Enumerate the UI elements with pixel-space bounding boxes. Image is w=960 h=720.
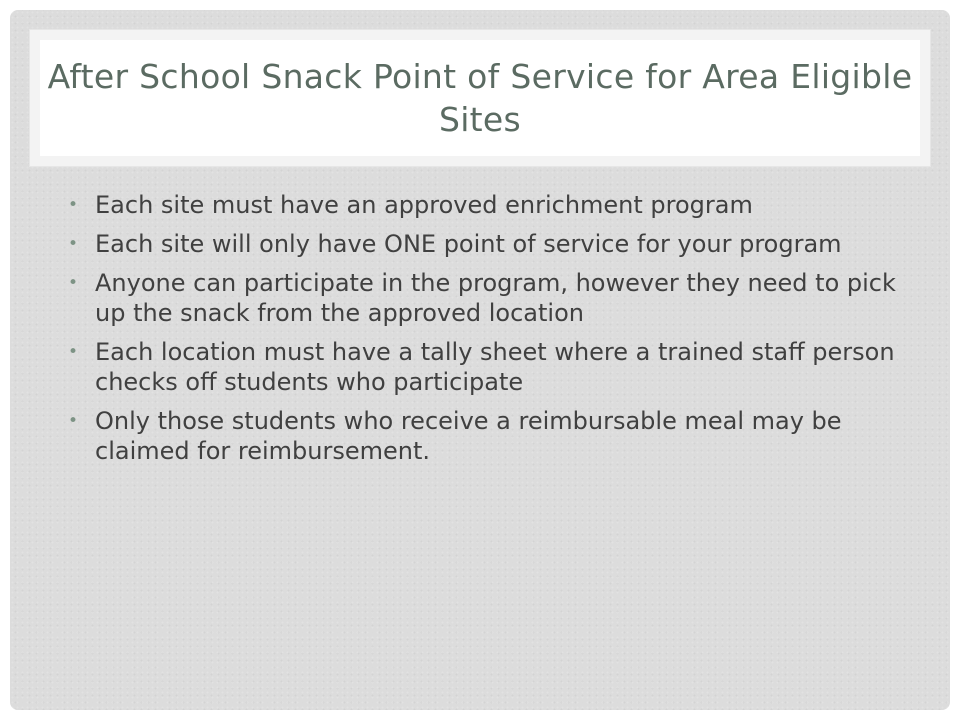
- bullet-marker-icon: •: [68, 342, 79, 362]
- bullet-text: Each site will only have ONE point of service for your program: [95, 230, 842, 258]
- bullet-marker-icon: •: [68, 273, 79, 293]
- bullet-marker-icon: •: [68, 195, 79, 215]
- slide: [10, 10, 950, 710]
- bullet-item: [68, 337, 908, 397]
- bullet-text: Anyone can participate in the program, however they need to pick up the snack from the approved location: [95, 269, 896, 327]
- bullet-text: Only those students who receive a reimbursable meal may be claimed for reimbursement.: [95, 407, 842, 465]
- bullet-marker-icon: •: [68, 411, 79, 431]
- slide-title: After School Snack Point of Service for Area Eligible Sites: [47, 57, 913, 139]
- title-box: [30, 30, 930, 166]
- bullet-item: [68, 406, 908, 466]
- bullet-item: [68, 268, 908, 328]
- bullet-text: Each location must have a tally sheet where a trained staff person checks off students who participate: [95, 338, 895, 396]
- bullet-list: [68, 190, 908, 475]
- bullet-marker-icon: •: [68, 234, 79, 254]
- bullet-item: [68, 229, 908, 259]
- bullet-item: [68, 190, 908, 220]
- bullet-text: Each site must have an approved enrichment program: [95, 191, 753, 219]
